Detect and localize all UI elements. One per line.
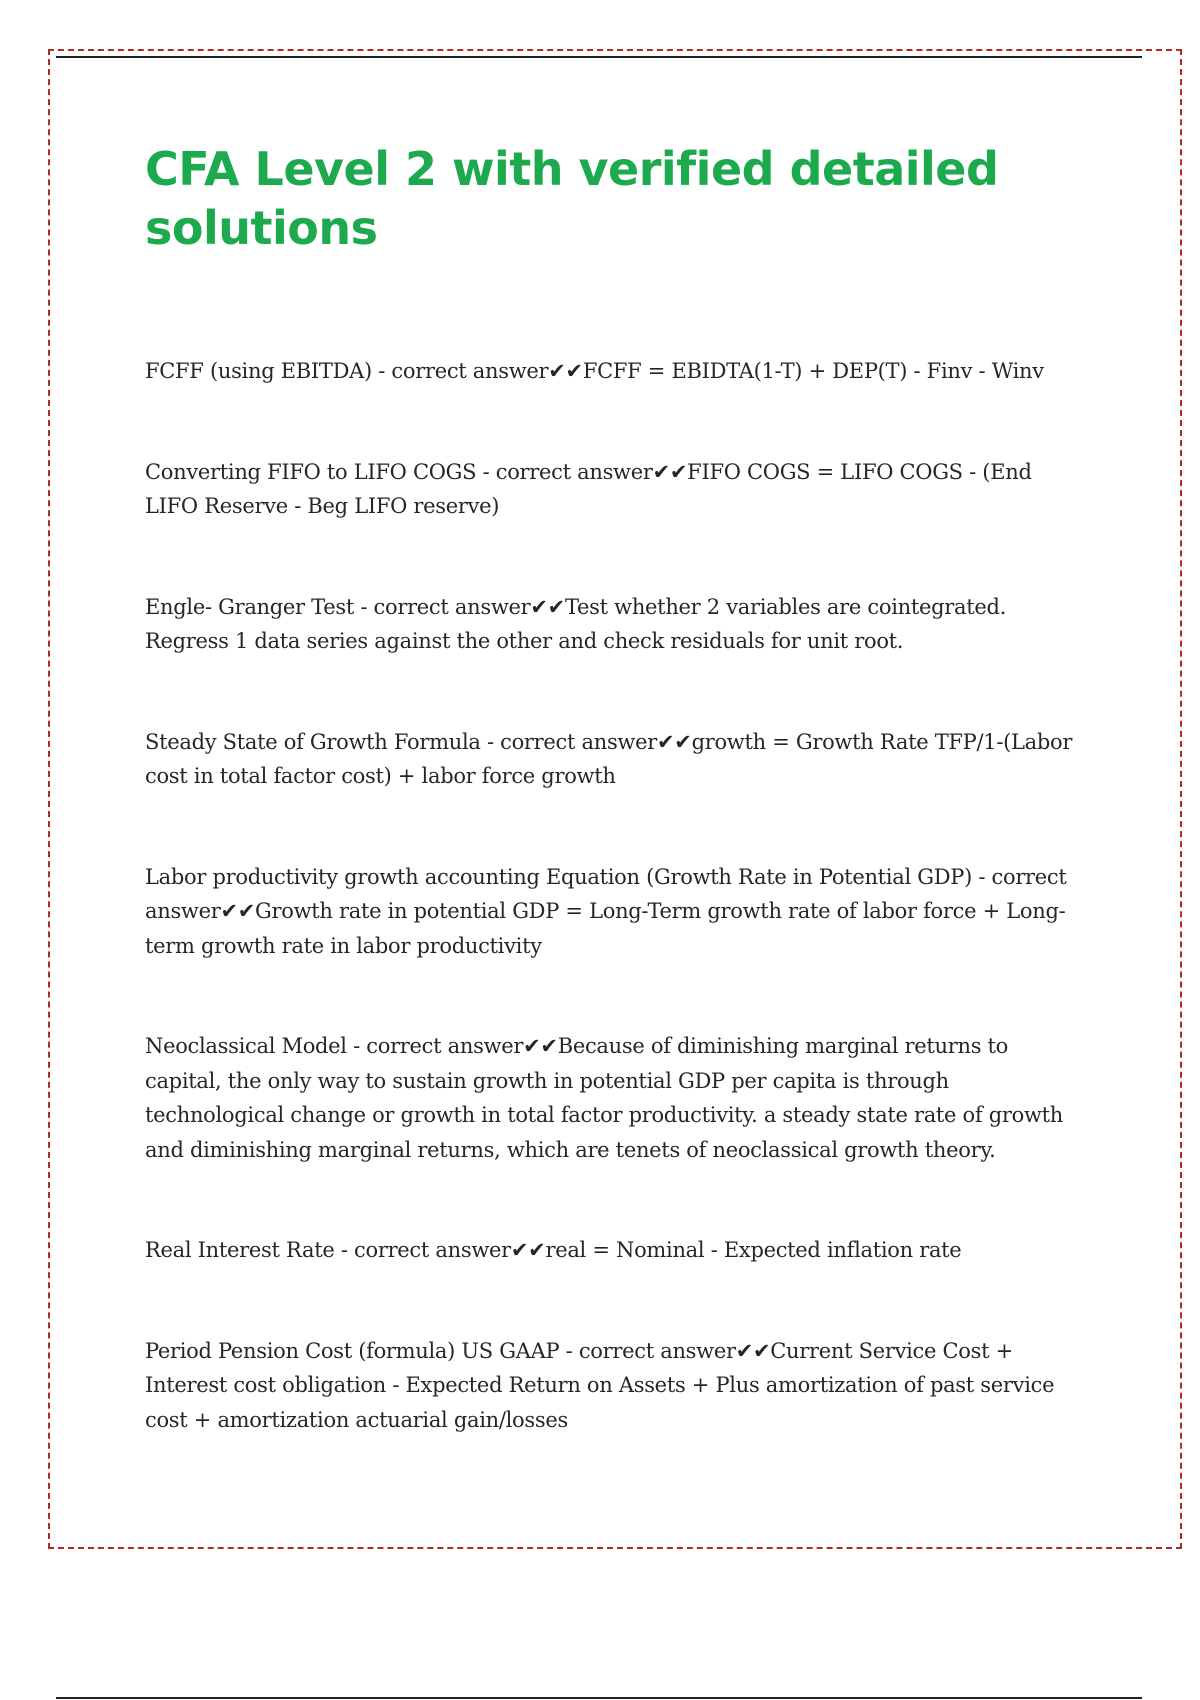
qa-entry-real-interest: Real Interest Rate - correct answer✔✔real = Nominal - Expected inflation rate [145,1238,962,1262]
qa-entry-fcff: FCFF (using EBITDA) - correct answer✔✔FCFF = EBIDTA(1-T) + DEP(T) - Finv - Winv [145,359,1044,383]
header-rule [56,56,1142,58]
qa-entry-steady-state: Steady State of Growth Formula - correct answer✔✔growth = Growth Rate TFP/1-(Labor cost in total factor cost) + labor force growth [145,729,1073,788]
qa-entry-labor-productivity: Labor productivity growth accounting Equation (Growth Rate in Potential GDP) - correct answer✔✔Growth rate in potential GDP = Long-Term growth rate of labor force + Long-term growth rate in labor productivity [145,864,1067,958]
qa-entry-pension-cost: Period Pension Cost (formula) US GAAP - correct answer✔✔Current Service Cost + Interest cost obligation - Expected Return on Assets + Plus amortization of past service cost + amortization actuarial gain/losses [145,1338,1055,1432]
qa-entry-fifo-lifo: Converting FIFO to LIFO COGS - correct answer✔✔FIFO COGS = LIFO COGS - (End LIFO Reserve - Beg LIFO reserve) [145,459,1032,518]
document-title: CFA Level 2 with verified detailed solutions [145,142,999,255]
qa-entry-neoclassical: Neoclassical Model - correct answer✔✔Because of diminishing marginal returns to capital, the only way to sustain growth in potential GDP per capita is through technological change or growth in total factor productivity. a steady state rate of growth and diminishing marginal returns, which are tenets of neoclassical growth theory. [145,1034,1064,1162]
qa-entry-engle-granger: Engle- Granger Test - correct answer✔✔Test whether 2 variables are cointegrated. Regress 1 data series against the other and check residuals for unit root. [145,594,1006,653]
qa-list [145,354,1090,1437]
footer-rule [56,1697,1142,1699]
